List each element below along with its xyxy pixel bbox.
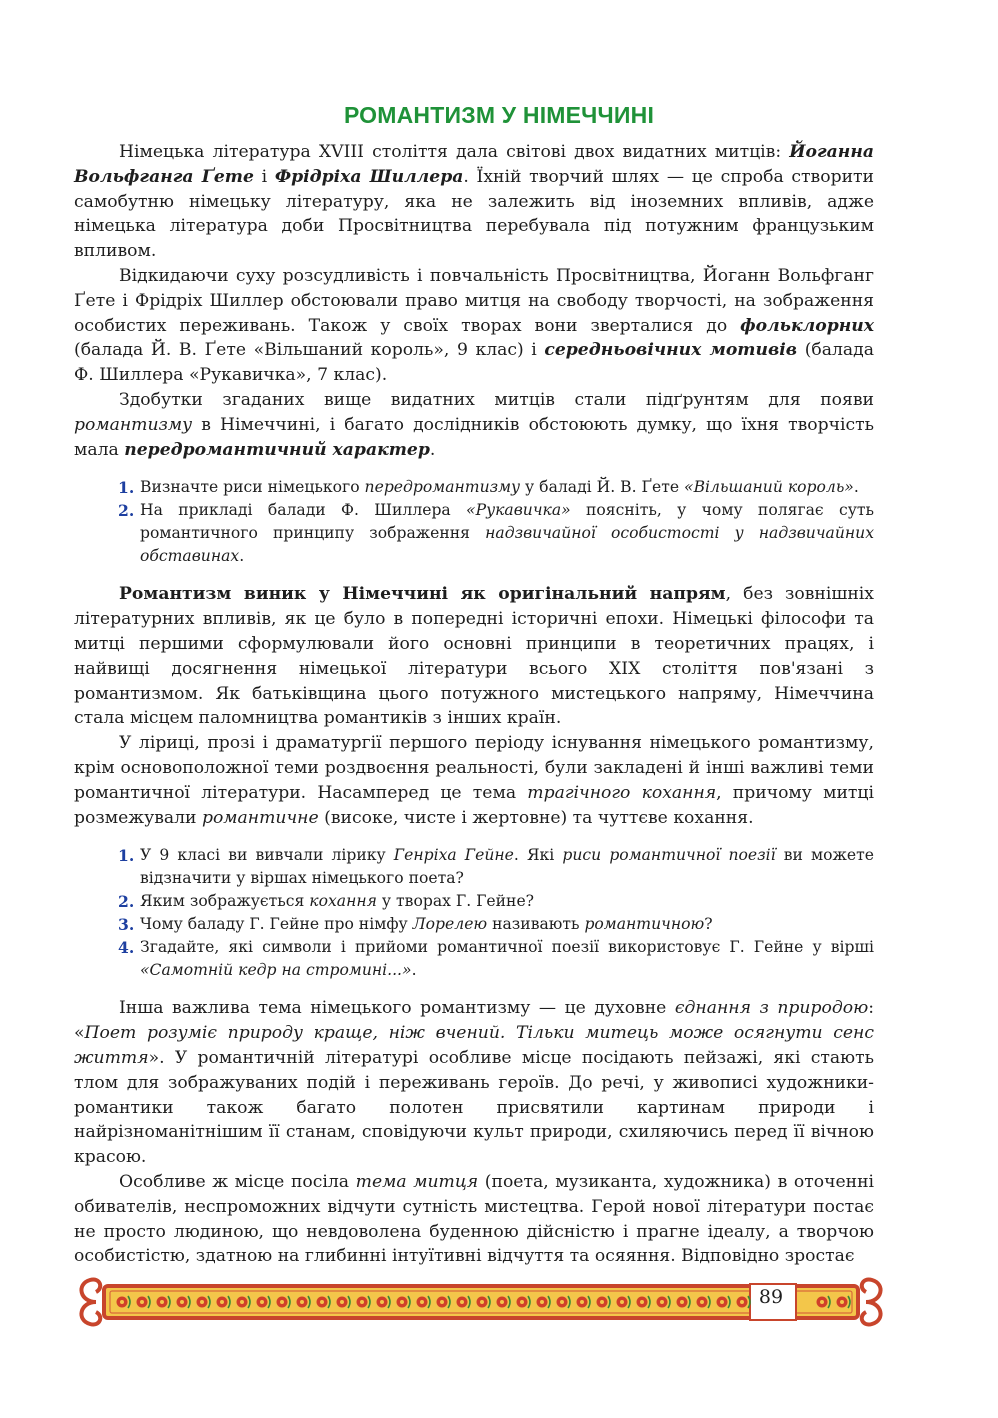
task-list-1	[74, 476, 874, 568]
text: ?	[704, 915, 713, 934]
emphasis: «Рукавичка»	[466, 501, 571, 520]
page-title: РОМАНТИЗМ У НІМЕЧЧИНІ	[343, 102, 655, 128]
text: Відкидаючи суху розсудливість і повчальність Просвітництва, Йоганн Вольфганг Ґете і Фрідріх Шиллер обстоювали право митця на свободу творчості, на зображення особистих переживань. Також у своїх творах вони зверталися до	[74, 265, 874, 336]
text: .	[411, 961, 417, 980]
task-number: 1.	[118, 478, 135, 498]
task-item	[74, 913, 874, 936]
emphasis: риси романтичної поезії	[562, 846, 776, 865]
page-content	[74, 140, 874, 1269]
paragraph-original-movement	[74, 582, 874, 731]
task-item	[74, 890, 874, 913]
text: в Німеччині, і багато дослідників обстоюють думку, що їхня творчість мала	[74, 414, 874, 460]
task-item	[74, 499, 874, 568]
page-number: 89	[758, 1286, 784, 1308]
text: : «	[74, 998, 875, 1044]
text: .	[853, 478, 859, 497]
text: ». У романтичній літературі особливе місце посідають пейзажі, які стають тлом для зображуваних подій і переживань героїв. До речі, у живописі художники-романтики також багато полотен присвятили картинам природи і найрізноманітнішим її станам, сповідуючи культ природи, схиляючись перед її вічною красою.	[74, 1047, 874, 1168]
term-preromantic: передромантичний характер	[124, 439, 430, 460]
emphasis: «Вільшаний король»	[684, 478, 854, 497]
text: (високе, чисте і жертовне) та чуттєве кохання.	[318, 807, 754, 828]
text: (поета, музиканта, художника) в оточенні обивателів, неспроможних відчути сутність мистецтва. Герой нової літератури постає не просто людиною, що невдоволена буденною дійсністю і прагне ідеалу, а творчою особистістю, здатною на глибинні інтуїтивні відчуття та осяяння. Відповідно зростає	[74, 1171, 875, 1267]
text: Здобутки згаданих вище видатних митців стали підґрунтям для появи	[119, 389, 874, 410]
paragraph-preromanticism	[74, 388, 874, 462]
task-item	[74, 476, 874, 499]
text: . Їхній творчий шлях — це спроба створити самобутню німецьку літературу, яка не залежить від іноземних впливів, адже німецька література доби Просвітництва перебувала під потужним французьким впливом.	[74, 166, 874, 262]
emphasis: передромантизму	[364, 478, 521, 497]
text: Чому баладу Г. Гейне про німфу	[140, 915, 413, 934]
emphasis: Генріха Гейне	[393, 846, 514, 865]
term-schiller: Фрідріха Шиллера	[274, 166, 464, 187]
text: Інша важлива тема німецького романтизму — це духовне	[119, 998, 675, 1019]
text: у творах Г. Гейне?	[376, 892, 535, 911]
text: , причому митці розмежували	[74, 782, 874, 828]
text: ви можете відзначити у віршах німецького поета?	[140, 846, 874, 888]
text: .	[429, 439, 436, 460]
term-folklore: фольклорних	[740, 315, 874, 336]
text: (балада Ф. Шиллера «Рукавичка», 7 клас).	[74, 340, 874, 386]
text: На прикладі балади Ф. Шиллера	[140, 501, 467, 520]
text: Яким зображується	[140, 892, 310, 911]
key-statement: Романтизм виник у Німеччині як оригінальний напрям	[119, 584, 726, 605]
emphasis: тема митця	[355, 1171, 479, 1192]
emphasis: трагічного кохання	[527, 782, 717, 803]
emphasis: романтичною	[584, 915, 705, 934]
text: поясніть, у чому полягає суть романтичного принципу зображення	[140, 501, 874, 543]
task-number: 1.	[118, 846, 135, 866]
text: У ліриці, прозі і драматургії першого періоду існування німецького романтизму, крім основоположної теми роздвоєння реальності, були закладені й інші важливі теми романтичної літератури. Насамперед це тема	[74, 733, 874, 803]
text: У 9 класі ви вивчали лірику	[140, 846, 394, 865]
emphasis: «Самотній кедр на стромині...»	[140, 961, 412, 980]
paragraph-goethe-schiller	[74, 140, 874, 264]
quote: Поет розуміє природу краще, ніж вчений. Тільки митець може осягнути сенс життя	[74, 1023, 874, 1068]
paragraph-tragic-love	[74, 731, 874, 830]
task-item	[74, 844, 874, 890]
text: Особливе ж місце посіла	[119, 1171, 356, 1192]
emphasis: романтичне	[201, 807, 319, 828]
text: Визначте риси німецького	[140, 478, 365, 497]
emphasis: єднання з природою	[674, 998, 869, 1019]
text: Німецька література XVIII століття дала світові двох видатних митців:	[119, 142, 790, 162]
emphasis: надзвичайної особистості у надзвичайних обставинах	[140, 524, 874, 566]
task-item	[74, 936, 874, 982]
term-goethe: Йоганна Вольфганга Ґете	[74, 142, 874, 187]
term-romanticism: романтизму	[74, 414, 193, 435]
task-number: 2.	[118, 501, 135, 521]
text: . Які	[513, 846, 563, 865]
emphasis: Лорелею	[412, 915, 488, 934]
paragraph-artist-theme	[74, 1170, 874, 1269]
text: називають	[487, 915, 585, 934]
task-number: 3.	[118, 915, 135, 935]
text: (балада Й. В. Ґете «Вільшаний король», 9 клас) і	[74, 340, 545, 361]
text: .	[239, 547, 245, 566]
text: Згадайте, які символи і прийоми романтичної поезії використовує Г. Гейне у вірші	[140, 938, 874, 957]
term-medieval-motifs: середньовічних мотивів	[544, 340, 798, 361]
emphasis: кохання	[309, 892, 377, 911]
task-number: 4.	[118, 938, 135, 958]
paragraph-nature	[74, 996, 874, 1170]
task-number: 2.	[118, 892, 135, 912]
text: і	[253, 166, 275, 187]
text: у баладі Й. В. Ґете	[520, 478, 685, 497]
text: , без зовнішніх літературних впливів, як це було в попередні історичні епохи. Німецькі філософи та митці першими сформулювали його основні принципи в теоретичних працях, і найвищі досягнення німецької літератури всього XIX століття пов'язані з романтизмом. Як батьківщина цього потужного мистецького напряму, Німеччина стала місцем паломництва романтиків з інших країн.	[74, 584, 874, 729]
paragraph-folklore	[74, 264, 874, 388]
task-list-2	[74, 844, 874, 982]
